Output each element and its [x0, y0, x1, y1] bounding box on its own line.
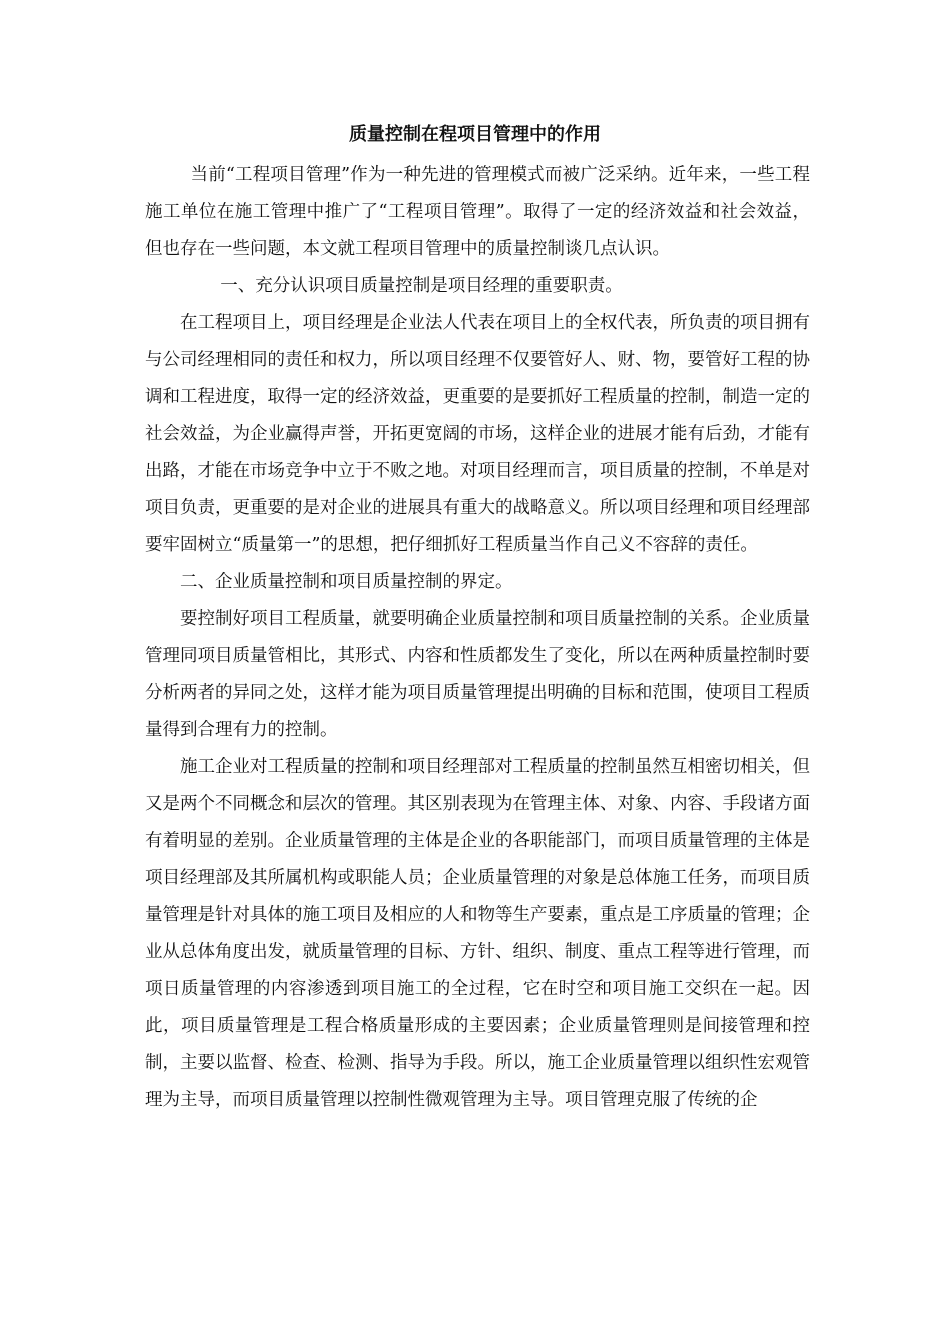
intro-paragraph: 当前“工程项目管理”作为一种先进的管理模式而被广泛采纳。近年来，一些工程施工单位在施工管理中推广了“工程项目管理”。取得了一定的经济效益和社会效益，但也存在一些问题，本文就工程项目管理中的质量控制谈几点认识。 — [145, 165, 810, 259]
section-heading-1: 一、充分认识项目质量控制是项目经理的重要职责。 — [220, 276, 623, 296]
document-title: 质量控制在程项目管理中的作用 — [349, 124, 601, 145]
section-1-paragraph: 在工程项目上，项目经理是企业法人代表在项目上的全权代表，所负责的项目拥有与公司经理相同的责任和权力，所以项目经理不仅要管好人、财、物，要管好工程的协调和工程进度，取得一定的经济效益，更重要的是要抓好工程质量的控制，制造一定的社会效益，为企业赢得声誉，开拓更宽阔的市场，这样企业的进展才能有后劲，才能有出路，才能在市场竞争中立于不败之地。对项目经理而言，项目质量的控制，不单是对项目负责，更重要的是对企业的进展具有重大的战略意义。所以项目经理和项目经理部要牢固树立“质量第一”的思想，把仔细抓好工程质量当作自己义不容辞的责任。 — [145, 313, 810, 555]
section-2-paragraph-2: 施工企业对工程质量的控制和项目经理部对工程质量的控制虽然互相密切相关，但又是两个不同概念和层次的管理。其区别表现为在管理主体、对象、内容、手段诸方面有着明显的差别。企业质量管理的主体是企业的各职能部门，而项目质量管理的主体是项目经理部及其所属机构或职能人员；企业质量管理的对象是总体施工任务，而项目质量管理是针对具体的施工项目及相应的人和物等生产要素，重点是工序质量的管理；企业从总体角度出发，就质量管理的目标、方针、组织、制度、重点工程等进行管理，而项日质量管理的内容渗透到项目施工的全过程，它在时空和项目施工交织在一起。因此，项目质量管理是工程合格质量形成的主要因素；企业质量管理则是间接管理和控制，主要以监督、检查、检测、指导为手段。所以，施工企业质量管理以组织性宏观管理为主导，而项目质量管理以控制性微观管理为主导。项目管理克服了传统的企 — [145, 757, 810, 1110]
document-body — [145, 157, 810, 1119]
section-2-paragraph-1: 要控制好项目工程质量，就要明确企业质量控制和项目质量控制的关系。企业质量管理同项目质量管相比，其形式、内容和性质都发生了变化，所以在两种质量控制时要分析两者的异同之处，这样才能为项目质量管理提出明确的目标和范围，使项目工程质量得到合理有力的控制。 — [145, 609, 810, 740]
section-heading-2: 二、企业质量控制和项目质量控制的界定。 — [180, 572, 513, 592]
